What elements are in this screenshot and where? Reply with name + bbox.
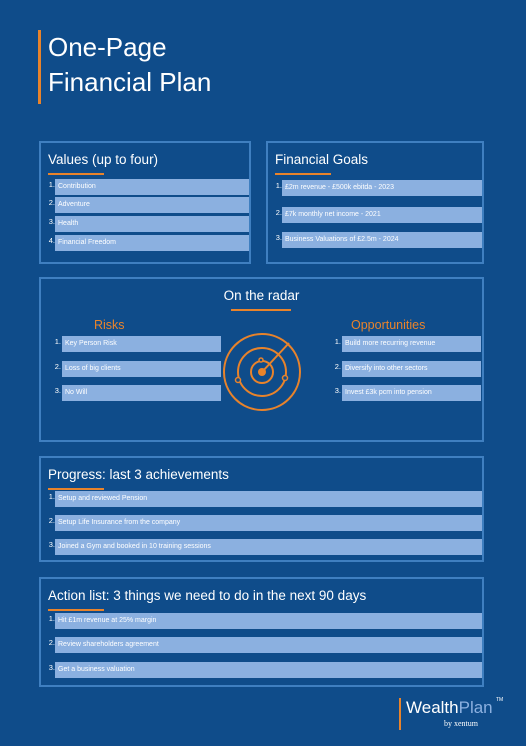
list-item (45, 539, 484, 555)
page-title-line1: One-Page (48, 32, 167, 62)
list-item-field[interactable]: Get a business valuation (55, 662, 482, 678)
radar-icon (221, 331, 303, 413)
radar-title-underline (231, 309, 291, 311)
list-item-field[interactable]: Build more recurring revenue (342, 336, 481, 352)
action-list-title-underline (48, 609, 104, 611)
list-item-number: 1. (334, 337, 341, 346)
logo-word-wealth: Wealth (406, 698, 459, 717)
list-item (51, 336, 223, 352)
list-item (272, 232, 484, 248)
list-item (51, 385, 223, 401)
logo-byline: by xentum (444, 719, 478, 728)
list-item (51, 361, 223, 377)
list-item (272, 180, 484, 196)
risks-title: Risks (94, 318, 125, 332)
list-item-number: 3. (275, 233, 282, 242)
goals-title-underline (275, 173, 331, 175)
list-item-number: 1. (275, 181, 282, 190)
progress-title-underline (48, 488, 104, 490)
title-accent-bar (38, 30, 41, 104)
list-item-number: 1. (48, 180, 55, 189)
page-title-line2: Financial Plan (48, 67, 212, 97)
action-list-title: Action list: 3 things we need to do in the next 90 days (48, 588, 367, 603)
list-item-field[interactable]: Diversify into other sectors (342, 361, 481, 377)
list-item-number: 3. (48, 217, 55, 226)
logo-word-plan: Plan (458, 698, 493, 717)
wealthplan-logo (399, 694, 509, 734)
list-item-number: 3. (48, 663, 55, 672)
list-item-number: 1. (48, 492, 55, 501)
list-item-field[interactable]: Setup Life Insurance from the company (55, 515, 482, 531)
list-item-number: 2. (275, 208, 282, 217)
list-item-number: 3. (334, 386, 341, 395)
list-item-field[interactable]: £7k monthly net income - 2021 (282, 207, 482, 223)
list-item-field[interactable]: Key Person Risk (62, 336, 221, 352)
list-item-field[interactable]: £2m revenue - £500k ebitda - 2023 (282, 180, 482, 196)
list-item-number: 1. (54, 337, 61, 346)
values-title: Values (up to four) (48, 152, 159, 167)
action-list-section (39, 577, 484, 687)
list-item-number: 2. (54, 362, 61, 371)
list-item (331, 336, 483, 352)
list-item (45, 613, 484, 629)
list-item-field[interactable]: Loss of big clients (62, 361, 221, 377)
list-item-number: 2. (48, 516, 55, 525)
list-item (45, 515, 484, 531)
list-item-number: 3. (54, 386, 61, 395)
list-item-field[interactable]: Review shareholders agreement (55, 637, 482, 653)
list-item-field[interactable]: Business Valuations of £2.5m - 2024 (282, 232, 482, 248)
list-item (45, 216, 251, 232)
list-item-field[interactable]: Health (55, 216, 249, 232)
values-section (39, 141, 251, 264)
list-item (331, 385, 483, 401)
list-item-field[interactable]: No Will (62, 385, 221, 401)
list-item-field[interactable]: Adventure (55, 197, 249, 213)
list-item-number: 4. (48, 236, 55, 245)
goals-title: Financial Goals (275, 152, 369, 167)
logo-trademark: TM (496, 697, 504, 703)
list-item (45, 491, 484, 507)
list-item-number: 3. (48, 540, 55, 549)
opportunities-title: Opportunities (351, 318, 426, 332)
list-item-field[interactable]: Hit £1m revenue at 25% margin (55, 613, 482, 629)
list-item (331, 361, 483, 377)
list-item-number: 2. (48, 638, 55, 647)
radar-section (39, 277, 484, 442)
list-item-number: 2. (334, 362, 341, 371)
list-item (45, 179, 251, 195)
list-item-field[interactable]: Invest £3k pcm into pension (342, 385, 481, 401)
values-title-underline (48, 173, 104, 175)
logo-wordmark (406, 698, 493, 718)
progress-title: Progress: last 3 achievements (48, 467, 229, 482)
list-item (45, 197, 251, 213)
progress-section (39, 456, 484, 562)
logo-accent-bar (399, 698, 401, 730)
list-item (45, 662, 484, 678)
list-item (45, 637, 484, 653)
list-item-field[interactable]: Setup and reviewed Pension (55, 491, 482, 507)
list-item-field[interactable]: Contribution (55, 179, 249, 195)
list-item (272, 207, 484, 223)
list-item-number: 1. (48, 614, 55, 623)
list-item (45, 235, 251, 251)
list-item-field[interactable]: Joined a Gym and booked in 10 training sessions (55, 539, 482, 555)
list-item-number: 2. (48, 198, 55, 207)
goals-section (266, 141, 484, 264)
list-item-field[interactable]: Financial Freedom (55, 235, 249, 251)
page-title (48, 30, 211, 100)
radar-title: On the radar (223, 288, 300, 303)
